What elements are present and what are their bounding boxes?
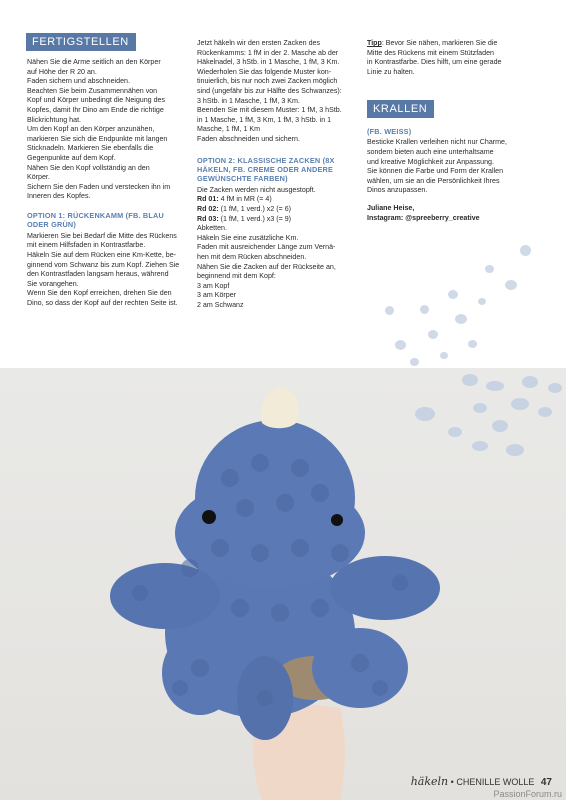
text-line: Mitte des Rückens mit einem Stützfaden — [367, 48, 494, 57]
text-line: beginnend mit dem Kopf: — [197, 272, 276, 281]
text-line: Sichern Sie den Faden und verstecken ihn im — [27, 182, 171, 191]
text-line: Abketten. — [197, 224, 227, 233]
text-line: Inneren des Kopfes. — [27, 192, 91, 201]
krallen-heading: KRALLEN — [367, 100, 434, 118]
text-line: markieren Sie sich die Endpunkte mit langen — [27, 134, 168, 143]
page-footer — [411, 775, 552, 788]
option1-heading-line: ODER GRÜN) — [27, 220, 77, 230]
text-line: den Kontrastfaden langsam heraus, während — [27, 270, 169, 279]
text-line: Häkeln Sie auf dem Rücken eine Km-Kette, be- — [27, 250, 177, 259]
text-line: und kreative Möglichkeit zur Anpassung. — [367, 157, 494, 166]
round-text: (1 fM, 1 verd.) x2 (= 6) — [218, 204, 292, 213]
column-2 — [197, 39, 359, 310]
text-line: Beachten Sie beim Zusammennähen von — [27, 86, 158, 95]
text-line: Linie zu halten. — [367, 67, 415, 76]
author-name: Juliane Heise, — [367, 203, 415, 212]
ruckenkamm-instructions — [197, 39, 359, 145]
text-line: Faden sichern und abschneiden. — [27, 77, 130, 86]
text-line: Häkelnadel, 3 hStb. in 1 Masche, 1 fM, 3 Km. — [197, 58, 340, 67]
text-line: Kopf und Körper unbedingt die Neigung des — [27, 96, 166, 105]
text-line: Die Zacken werden nicht ausgestopft. — [197, 185, 316, 194]
tipp-box — [367, 39, 537, 77]
text-line: Sie können die Farbe und Form der Krallen — [367, 167, 504, 176]
option2-heading-line: GEWÜNSCHTE FARBEN) — [197, 174, 288, 184]
option2-heading-line: HÄKELN, FB. CREME ODER ANDERE — [197, 164, 334, 174]
text-line: Blickrichtung hat. — [27, 115, 82, 124]
tipp-label: Tipp — [367, 39, 382, 47]
dino-photo — [0, 368, 566, 800]
text-line: Um den Kopf an den Körper anzunähen, — [27, 125, 155, 134]
fertigstellen-body — [27, 58, 189, 202]
text-line: in Kontrastfarbe. Dies hilft, um eine gerade — [367, 58, 502, 67]
text-line: Sticknadeln. Markieren Sie ebenfalls die — [27, 144, 154, 153]
option1-heading-line: OPTION 1: RÜCKENKAMM (FB. BLAU — [27, 210, 164, 220]
column-1 — [27, 58, 189, 308]
text-line: mit einem Hilfsfaden in Kontrastfarbe. — [27, 241, 146, 250]
round-label: Rd 03: — [197, 214, 219, 223]
round-text: (1 fM, 1 verd.) x3 (= 9) — [218, 214, 292, 223]
watermark: PassionForum.ru — [493, 789, 562, 799]
text-line: Jetzt häkeln wir den ersten Zacken des — [197, 39, 321, 47]
text-line: Dinos anzupassen. — [367, 186, 428, 195]
option2-heading — [197, 156, 359, 184]
dino-plush-image — [0, 368, 566, 800]
text-line: tinuierlich, bis nur noch zwei Zacken möglich — [197, 77, 338, 86]
krallen-subheading: (FB. WEISS) — [367, 127, 412, 136]
option1-heading — [27, 211, 189, 230]
fertigstellen-heading: FERTIGSTELLEN — [26, 33, 136, 51]
text-line: Faden mit ausreichender Länge zum Vernä- — [197, 243, 336, 252]
text-line: Faden abschneiden und sichern. — [197, 134, 300, 143]
photo-dots — [415, 374, 562, 456]
text-line: Nähen Sie die Zacken auf der Rückseite an, — [197, 262, 336, 271]
text-line: 3 hStb. in 1 Masche, 1 fM, 3 Km. — [197, 96, 300, 105]
page-number: 47 — [540, 777, 552, 788]
text-line: 3 am Kopf — [197, 281, 230, 290]
text-line: hen mit dem Rücken abschneiden. — [197, 252, 307, 261]
author-credit — [367, 204, 537, 223]
round-text: 4 fM in MR (= 4) — [218, 195, 272, 204]
text-line: Beenden Sie mit diesem Muster: 1 fM, 3 hStb. — [197, 106, 342, 115]
text-line: in 1 Masche, 1 fM, 3 Km, 1 fM, 3 hStb. in 1 — [197, 115, 332, 124]
option2-body — [197, 186, 359, 311]
text-line: Kopfes, damit Ihr Dino am Ende die richtige — [27, 105, 164, 114]
round-label: Rd 01: — [197, 195, 219, 204]
text-line: Sie vorangehen. — [27, 279, 79, 288]
krallen-section — [367, 127, 537, 223]
footer-separator: • — [450, 777, 454, 787]
text-line: Nähen Sie die Arme seitlich an den Körper — [27, 58, 161, 66]
text-line: 3 am Körper — [197, 291, 237, 300]
option1-body — [27, 232, 189, 309]
text-line: Nähen Sie den Kopf vollständig an den — [27, 163, 150, 172]
text-line: Dino, so dass der Kopf auf der rechten Seite ist. — [27, 298, 178, 307]
text-line: wählen, um sie an die Persönlichkeit Ihres — [367, 176, 500, 185]
round-row — [197, 215, 359, 225]
tipp-text: : Bevor Sie nähen, markieren Sie die — [381, 39, 498, 47]
brand-logo: häkeln — [410, 775, 449, 788]
text-line: 2 am Schwanz — [197, 300, 244, 309]
option2-heading-line: OPTION 2: KLASSISCHE ZACKEN (8X — [197, 155, 335, 165]
text-line: sondern bieten auch eine unterhaltsame — [367, 148, 494, 156]
text-line: Besticke Krallen verleihen nicht nur Charme, — [367, 138, 507, 147]
text-line: Rückenkamms: 1 fM in der 2. Masche ab der — [197, 48, 339, 57]
text-line: Häkeln Sie eine zusätzliche Km. — [197, 233, 299, 242]
text-line: Wenn Sie den Kopf erreichen, drehen Sie den — [27, 289, 172, 298]
text-line: ginnend vom Schwanz bis zum Kopf. Ziehen Sie — [27, 260, 180, 269]
text-line: Wiederholen Sie das folgende Muster kon- — [197, 67, 332, 76]
text-line: auf Höhe der R 20 an. — [27, 67, 97, 76]
round-row — [197, 205, 359, 215]
text-line: Gegenpunkte auf dem Kopf. — [27, 153, 116, 162]
text-line — [367, 39, 537, 49]
text-line: Markieren Sie bei Bedarf die Mitte des Rückens — [27, 231, 177, 240]
author-instagram: Instagram: @spreeberry_creative — [367, 213, 480, 222]
magazine-name: CHENILLE WOLLE — [456, 777, 535, 787]
text-line: sind (ungefähr bis zur Hälfte des Schwanzes): — [197, 86, 342, 95]
round-row — [197, 195, 359, 205]
round-label: Rd 02: — [197, 204, 219, 213]
column-3 — [367, 39, 537, 77]
text-line: Masche, 1 fM, 1 Km — [197, 125, 261, 134]
text-line: Körper. — [27, 173, 50, 182]
